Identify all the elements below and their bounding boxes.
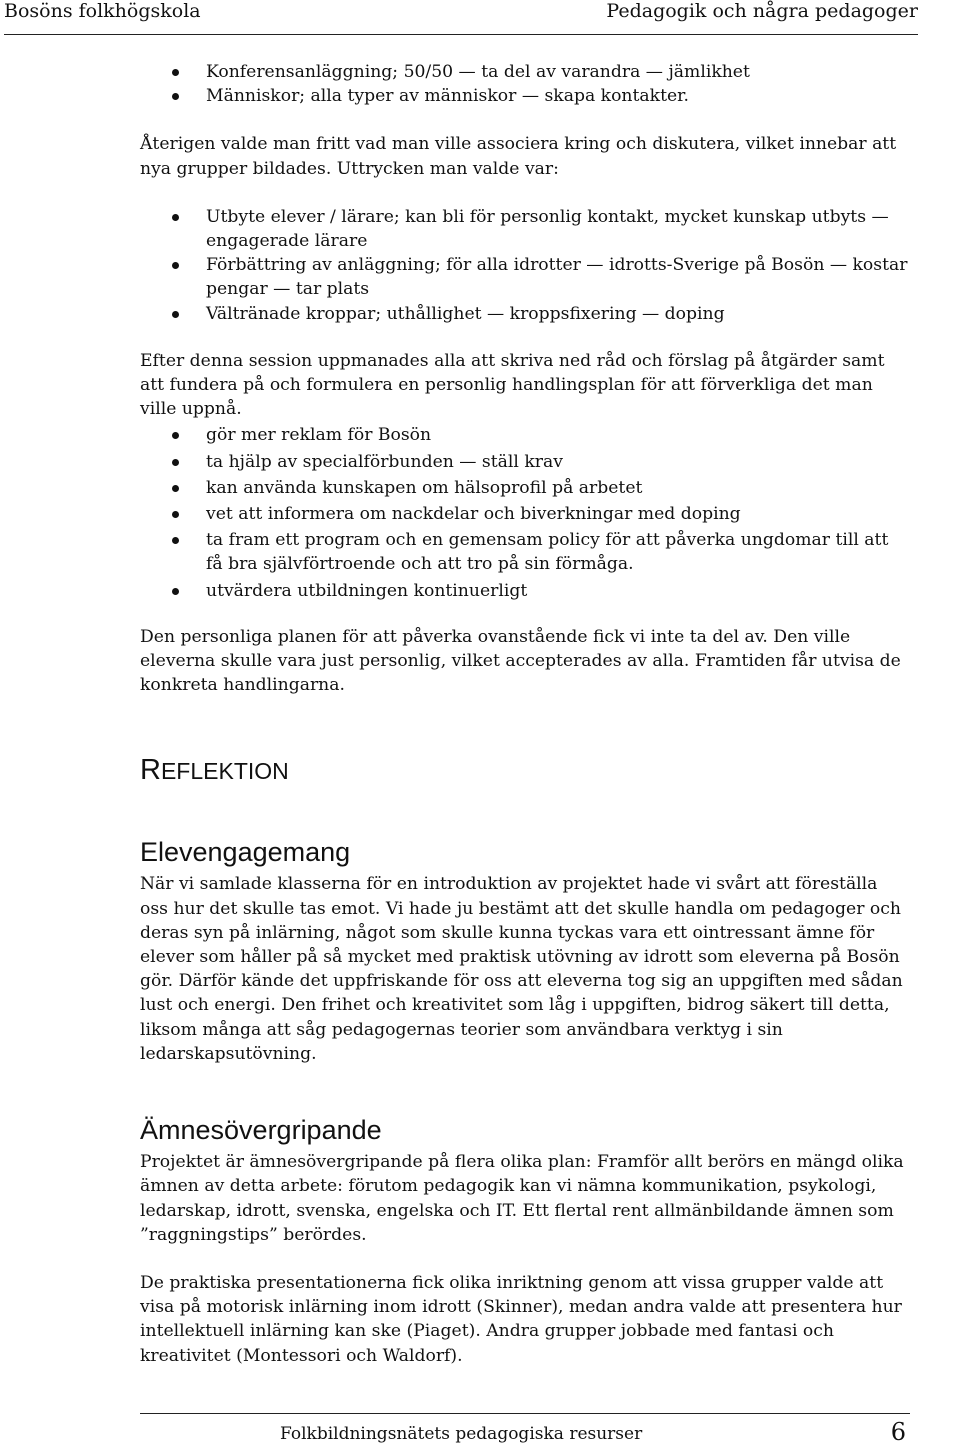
page-header xyxy=(0,0,960,40)
list-item xyxy=(140,450,910,474)
bullet-icon xyxy=(172,69,179,76)
header-rule xyxy=(4,34,918,35)
list-item-text: Förbättring av anläggning; för alla idrotter — idrotts-Sverige på Bosön — kostar pengar — tar plats xyxy=(206,255,908,300)
bullet-list-2 xyxy=(140,205,910,326)
list-item-text: ta fram ett program och en gemensam policy för att påverka ungdomar till att få bra självförtroende och att tro på sin förmåga. xyxy=(206,530,889,575)
heading-amnesovergripande: Ämnesövergripande xyxy=(140,1115,382,1146)
bullet-icon xyxy=(172,485,179,492)
list-item-text: ta hjälp av specialförbunden — ställ krav xyxy=(206,451,563,472)
list-item xyxy=(140,253,910,301)
paragraph-3: Den personliga planen för att påverka ovanstående fick vi inte ta del av. Den ville eleverna skulle vara just personlig, vilket accepterades av alla. Framtiden får utvisa de konkreta handlingarna. xyxy=(140,626,901,696)
heading-rest: EFLEKTION xyxy=(160,758,289,785)
list-item xyxy=(140,528,910,576)
bullet-icon xyxy=(172,262,179,269)
list-item xyxy=(140,579,910,603)
page-number: 6 xyxy=(890,1418,906,1446)
list-item xyxy=(140,205,910,253)
list-item xyxy=(140,476,910,500)
page-footer xyxy=(0,1405,960,1447)
bullet-icon xyxy=(172,214,179,221)
page-content xyxy=(140,60,910,1368)
paragraph-2: Efter denna session uppmanades alla att skriva ned råd och förslag på åtgärder samt att fundera på och formulera en personlig handlingsplan för att förverkliga det man ville uppnå. xyxy=(140,350,885,420)
list-item-text: gör mer reklam för Bosön xyxy=(206,425,432,446)
heading-reflektion xyxy=(140,753,910,788)
list-item-text: Människor; alla typer av människor — skapa kontakter. xyxy=(206,86,689,107)
header-document-title: Pedagogik och några pedagoger xyxy=(606,0,918,22)
list-item-text: Konferensanläggning; 50/50 — ta del av varandra — jämlikhet xyxy=(206,62,750,82)
list-item-text: utvärdera utbildningen kontinuerligt xyxy=(206,580,528,601)
bullet-icon xyxy=(172,511,179,518)
bullet-icon xyxy=(172,432,179,439)
header-school-name: Bosöns folkhögskola xyxy=(4,0,201,22)
list-item xyxy=(140,84,910,108)
list-item-text: Vältränade kroppar; uthållighet — kroppsfixering — doping xyxy=(206,303,725,324)
footer-rule xyxy=(140,1413,910,1414)
footer-text: Folkbildningsnätets pedagogiska resurser xyxy=(280,1424,643,1444)
list-item-text: Utbyte elever / lärare; kan bli för personlig kontakt, mycket kunskap utbyts — engagerade lärare xyxy=(206,206,889,252)
list-item-text: kan använda kunskapen om hälsoprofil på arbetet xyxy=(206,477,643,498)
bullet-list-3 xyxy=(140,423,910,602)
list-item xyxy=(140,302,910,326)
paragraph-1: Återigen valde man fritt vad man ville associera kring och diskutera, vilket innebar att nya grupper bildades. Uttrycken man valde var: xyxy=(140,134,897,179)
bullet-icon xyxy=(172,588,179,595)
heading-initial: R xyxy=(140,754,161,787)
bullet-icon xyxy=(172,93,179,100)
heading-elevengagemang: Elevengagemang xyxy=(140,837,351,868)
bullet-icon xyxy=(172,537,179,544)
list-item xyxy=(140,423,910,447)
paragraph-amnesovergripande-2: De praktiska presentationerna fick olika inriktning genom att vissa grupper valde att visa på motorisk inlärning inom idrott (Skinner), medan andra valde att presentera hur intellektuell inlärning kan ske (Piaget). Andra grupper jobbade med fantasi och kreativitet (Montessori och Waldorf). xyxy=(140,1272,902,1366)
list-item xyxy=(140,502,910,526)
bullet-icon xyxy=(172,459,179,466)
bullet-list-1 xyxy=(140,60,910,108)
list-item-text: vet att informera om nackdelar och biverkningar med doping xyxy=(206,504,741,525)
bullet-icon xyxy=(172,311,179,318)
paragraph-amnesovergripande-1: Projektet är ämnesövergripande på flera olika plan: Framför allt berörs en mängd olika ämnen av detta arbete: förutom pedagogik kan vi nämna kommunikation, psykologi, ledarskap, idrott, svenska, engelska och IT. Ett flertal rent allmänbildande ämnen som ”raggningstips” berördes. xyxy=(140,1152,904,1245)
paragraph-elevengagemang: När vi samlade klasserna för en introduktion av projektet hade vi svårt att föreställa oss hur det skulle tas emot. Vi hade ju bestämt att det skulle handla om pedagoger och deras syn på inlärning, något som skulle kunna tyckas vara ett ointressant ämne för elever som håller på så mycket med praktisk utövning av idrott som eleverna på Bosön gör. Därför kände det uppfriskande för oss att eleverna tog sig an uppgiften med sådan lust och energi. Den frihet och kreativitet som låg i uppgiften, bidrog säkert till detta, liksom många att såg pedagogernas teorier som användbara verktyg i sin ledarskapsutövning. xyxy=(140,874,903,1064)
list-item xyxy=(140,60,910,84)
